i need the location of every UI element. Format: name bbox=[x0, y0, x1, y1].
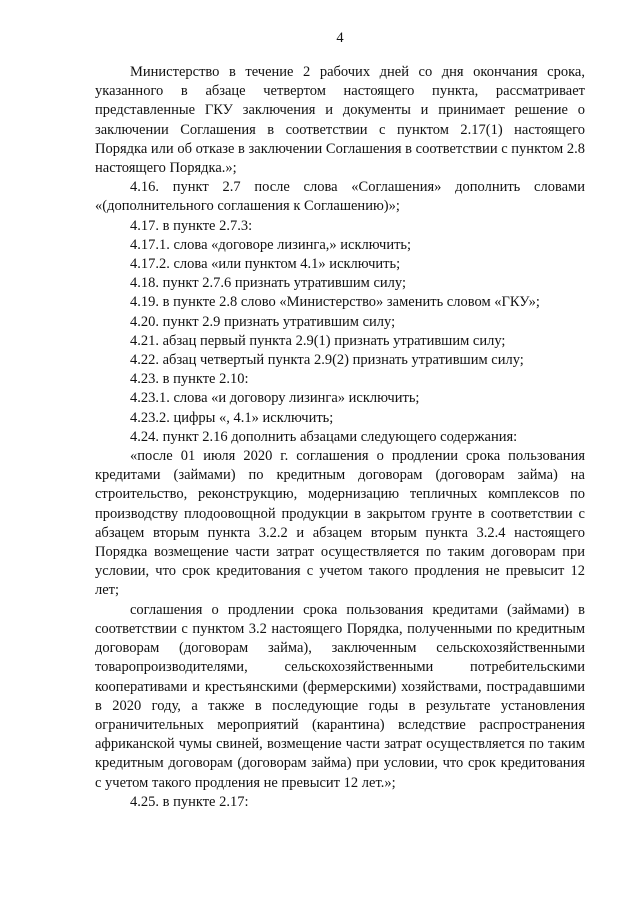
paragraph-4-19: 4.19. в пункте 2.8 слово «Министерство» заменить словом «ГКУ»; bbox=[130, 294, 540, 311]
paragraph-4-24: 4.24. пункт 2.16 дополнить абзацами следующего содержания: bbox=[130, 428, 518, 445]
paragraph-4-17-1: 4.17.1. слова «договоре лизинга,» исключить; bbox=[130, 236, 412, 253]
paragraph-swine-fever-loans: соглашения о продлении срока пользования кредитами (займами) в соответствии с пунктом 3.2 настоящего Порядка, полученными по кредитным договорам (договорам займа), заключенным сельскохозяйственными товаропроизводителями, сельскохозяйственными потребительскими кооперативами и крестьянскими (фермерскими) хозяйствами, пострадавшими в 2020 году, а также в последующие годы в результате установления ограничительных мероприятий (карантина) вследствие распространения африканской чумы свиней, возмещение части затрат осуществляется по таким кредитным договорам (договорам займа) при условии, что срок кредитования с учетом такого продления не превысит 12 лет.»; bbox=[95, 601, 585, 791]
paragraph-4-17: 4.17. в пункте 2.7.3: bbox=[130, 217, 253, 234]
paragraph-4-21: 4.21. абзац первый пункта 2.9(1) признать утратившим силу; bbox=[130, 332, 506, 349]
paragraph-4-23-2: 4.23.2. цифры «, 4.1» исключить; bbox=[130, 409, 334, 426]
paragraph-4-23: 4.23. в пункте 2.10: bbox=[130, 371, 249, 388]
paragraph-greenhouse-loans: «после 01 июля 2020 г. соглашения о продлении срока пользования кредитами (займами) по кредитным договорам (договорам займа) на строительство, реконструкцию, модернизацию тепличных комплексов по производству плодоовощной продукции в закрытом грунте в соответствии с абзацем вторым пункта 3.2.2 и абзацем вторым пункта 3.2.4 настоящего Порядка возмещение части затрат осуществляется по таким договорам при условии, что срок кредитования с учетом такого продления не превысит 12 лет; bbox=[95, 448, 585, 599]
paragraph-4-16: 4.16. пункт 2.7 после слова «Соглашения» дополнить словами «(дополнительного соглашения к Соглашению)»; bbox=[95, 179, 585, 215]
paragraph-4-18: 4.18. пункт 2.7.6 признать утратившим силу; bbox=[130, 275, 406, 292]
paragraph-4-25: 4.25. в пункте 2.17: bbox=[130, 793, 249, 810]
document-page bbox=[95, 30, 585, 812]
paragraph-ministry-review: Министерство в течение 2 рабочих дней со дня окончания срока, указанного в абзаце четвертом настоящего пункта, рассматривает представленные ГКУ заключения и документы и принимает решение о заключении Соглашения в соответствии с пунктом 2.17(1) настоящего Порядка или об отказе в заключении Соглашения в соответствии с пунктом 2.8 настоящего Порядка.»; bbox=[95, 64, 585, 177]
paragraph-4-22: 4.22. абзац четвертый пункта 2.9(2) признать утратившим силу; bbox=[130, 352, 524, 369]
paragraph-4-20: 4.20. пункт 2.9 признать утратившим силу; bbox=[130, 313, 396, 330]
paragraph-4-23-1: 4.23.1. слова «и договору лизинга» исключить; bbox=[130, 390, 420, 407]
paragraph-4-17-2: 4.17.2. слова «или пунктом 4.1» исключить; bbox=[130, 256, 401, 273]
page-number: 4 bbox=[336, 30, 344, 46]
